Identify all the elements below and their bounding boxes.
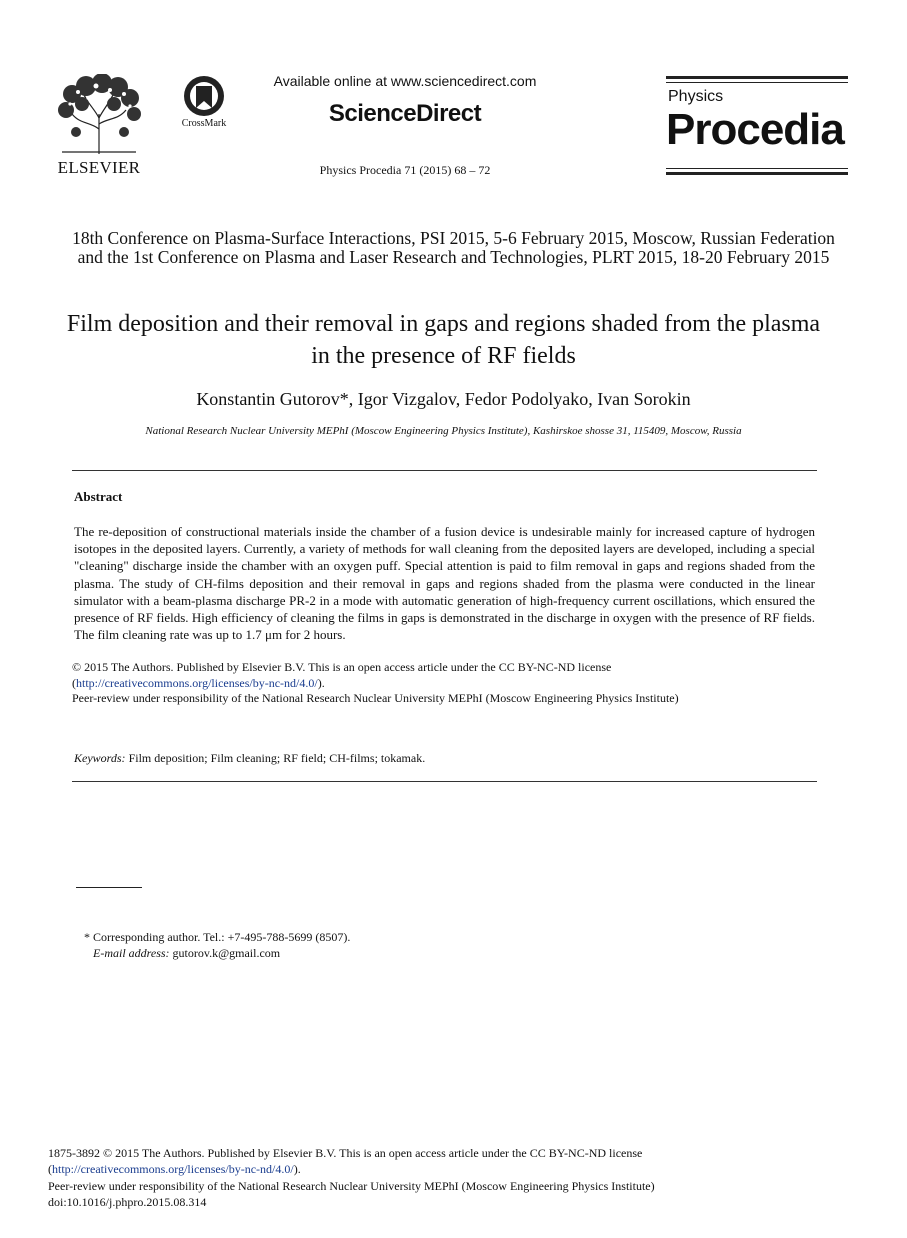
brand-rule-bottom — [666, 172, 848, 175]
email-label: E-mail address: — [93, 946, 170, 960]
divider-top — [72, 470, 817, 471]
elsevier-logo — [52, 74, 146, 178]
footer-license-link[interactable]: http://creativecommons.org/licenses/by-nc-nd/4.0/ — [52, 1162, 294, 1177]
license-link[interactable]: http://creativecommons.org/licenses/by-nc-nd/4.0/ — [76, 675, 318, 690]
issn-license: 1875-3892 © 2015 The Authors. Published by Elsevier B.V. This is an open access article under the CC BY-NC-ND license — [48, 1146, 643, 1160]
license-block — [72, 660, 817, 707]
keywords-line — [74, 751, 815, 766]
footer-license-link-line: (http://creativecommons.org/licenses/by-nc-nd/4.0/). — [48, 1162, 301, 1177]
sciencedirect-logo: ScienceDirect — [328, 100, 482, 127]
divider-bottom — [72, 781, 817, 782]
footnote — [84, 929, 824, 961]
abstract-body: The re-deposition of constructional materials inside the chamber of a fusion device is undesirable mainly for increased capture of hydrogen isotopes in the deposited layers. Currently, a variety of methods for wall cleaning from the deposited layers are developed, including a special "cleaning" discharge inside the chamber with an oxygen puff. Special attention is paid to film removal in gaps and regions shaded from the plasma. The study of CH-films deposition and their removal in gaps and regions shaded from the plasma were conducted in the linear simulator with a beam-plasma discharge PR-2 in a mode with automatic generation of high-frequency current oscillations, which ensured the presence of RF fields. High efficiency of cleaning the films in gaps is demonstrated in the discharge in oxygen with the presence of RF fields. The film cleaning rate was up to 1.7 μm for 2 hours. — [74, 524, 815, 643]
email-line — [84, 945, 824, 961]
crossmark-badge[interactable] — [172, 74, 236, 134]
author-list: Konstantin Gutorov*, Igor Vizgalov, Fedor Podolyako, Ivan Sorokin — [196, 389, 691, 409]
article-title: Film deposition and their removal in gaps and regions shaded from the plasma in the presence of RF fields — [66, 311, 821, 369]
abstract-heading: Abstract — [74, 489, 123, 504]
brand-rule-top — [666, 76, 848, 79]
author-affiliation: National Research Nuclear University MEPhI (Moscow Engineering Physics Institute), Kashirskoe shosse 31, 115409, Moscow, Russia — [145, 425, 742, 437]
journal-citation: Physics Procedia 71 (2015) 68 – 72 — [319, 163, 491, 177]
keywords-list: Film deposition; Film cleaning; RF field; CH-films; tokamak. — [128, 751, 426, 765]
license-statement: © 2015 The Authors. Published by Elsevier B.V. This is an open access article under the CC BY-NC-ND license — [72, 660, 612, 674]
keywords-label: Keywords: — [74, 751, 126, 765]
available-online-text: Available online at www.sciencedirect.com — [273, 73, 537, 89]
doi[interactable]: doi:10.1016/j.phpro.2015.08.314 — [48, 1195, 207, 1210]
journal-brand — [666, 74, 848, 178]
footnote-rule — [76, 887, 142, 888]
license-link-line: (http://creativecommons.org/licenses/by-nc-nd/4.0/). — [72, 675, 325, 690]
crossmark-icon — [172, 74, 236, 118]
publisher-name: ELSEVIER — [57, 158, 141, 177]
email-address[interactable]: gutorov.k@gmail.com — [172, 946, 281, 960]
peer-review-statement: Peer-review under responsibility of the National Research Nuclear University MEPhI (Moscow Engineering Physics Institute) — [72, 691, 679, 706]
journal-name-line2: Procedia — [666, 105, 844, 154]
elsevier-tree-icon — [52, 74, 146, 156]
journal-name-line1: Physics — [668, 88, 724, 105]
conference-info: 18th Conference on Plasma-Surface Interactions, PSI 2015, 5-6 February 2015, Moscow, Russian Federation and the 1st Conference on Plasma and Laser Research and Technologies, PLRT 2015, 18-20 February 2015 — [72, 228, 835, 267]
footer-peer-review: Peer-review under responsibility of the National Research Nuclear University MEPhI (Moscow Engineering Physics Institute) — [48, 1178, 655, 1193]
brand-rule-bottom-thin — [666, 168, 848, 169]
brand-rule-top-thin — [666, 82, 848, 83]
publication-footer — [48, 1145, 868, 1211]
corresponding-author: * Corresponding author. Tel.: +7-495-788-5699 (8507). — [84, 930, 351, 944]
crossmark-label: CrossMark — [181, 118, 227, 129]
